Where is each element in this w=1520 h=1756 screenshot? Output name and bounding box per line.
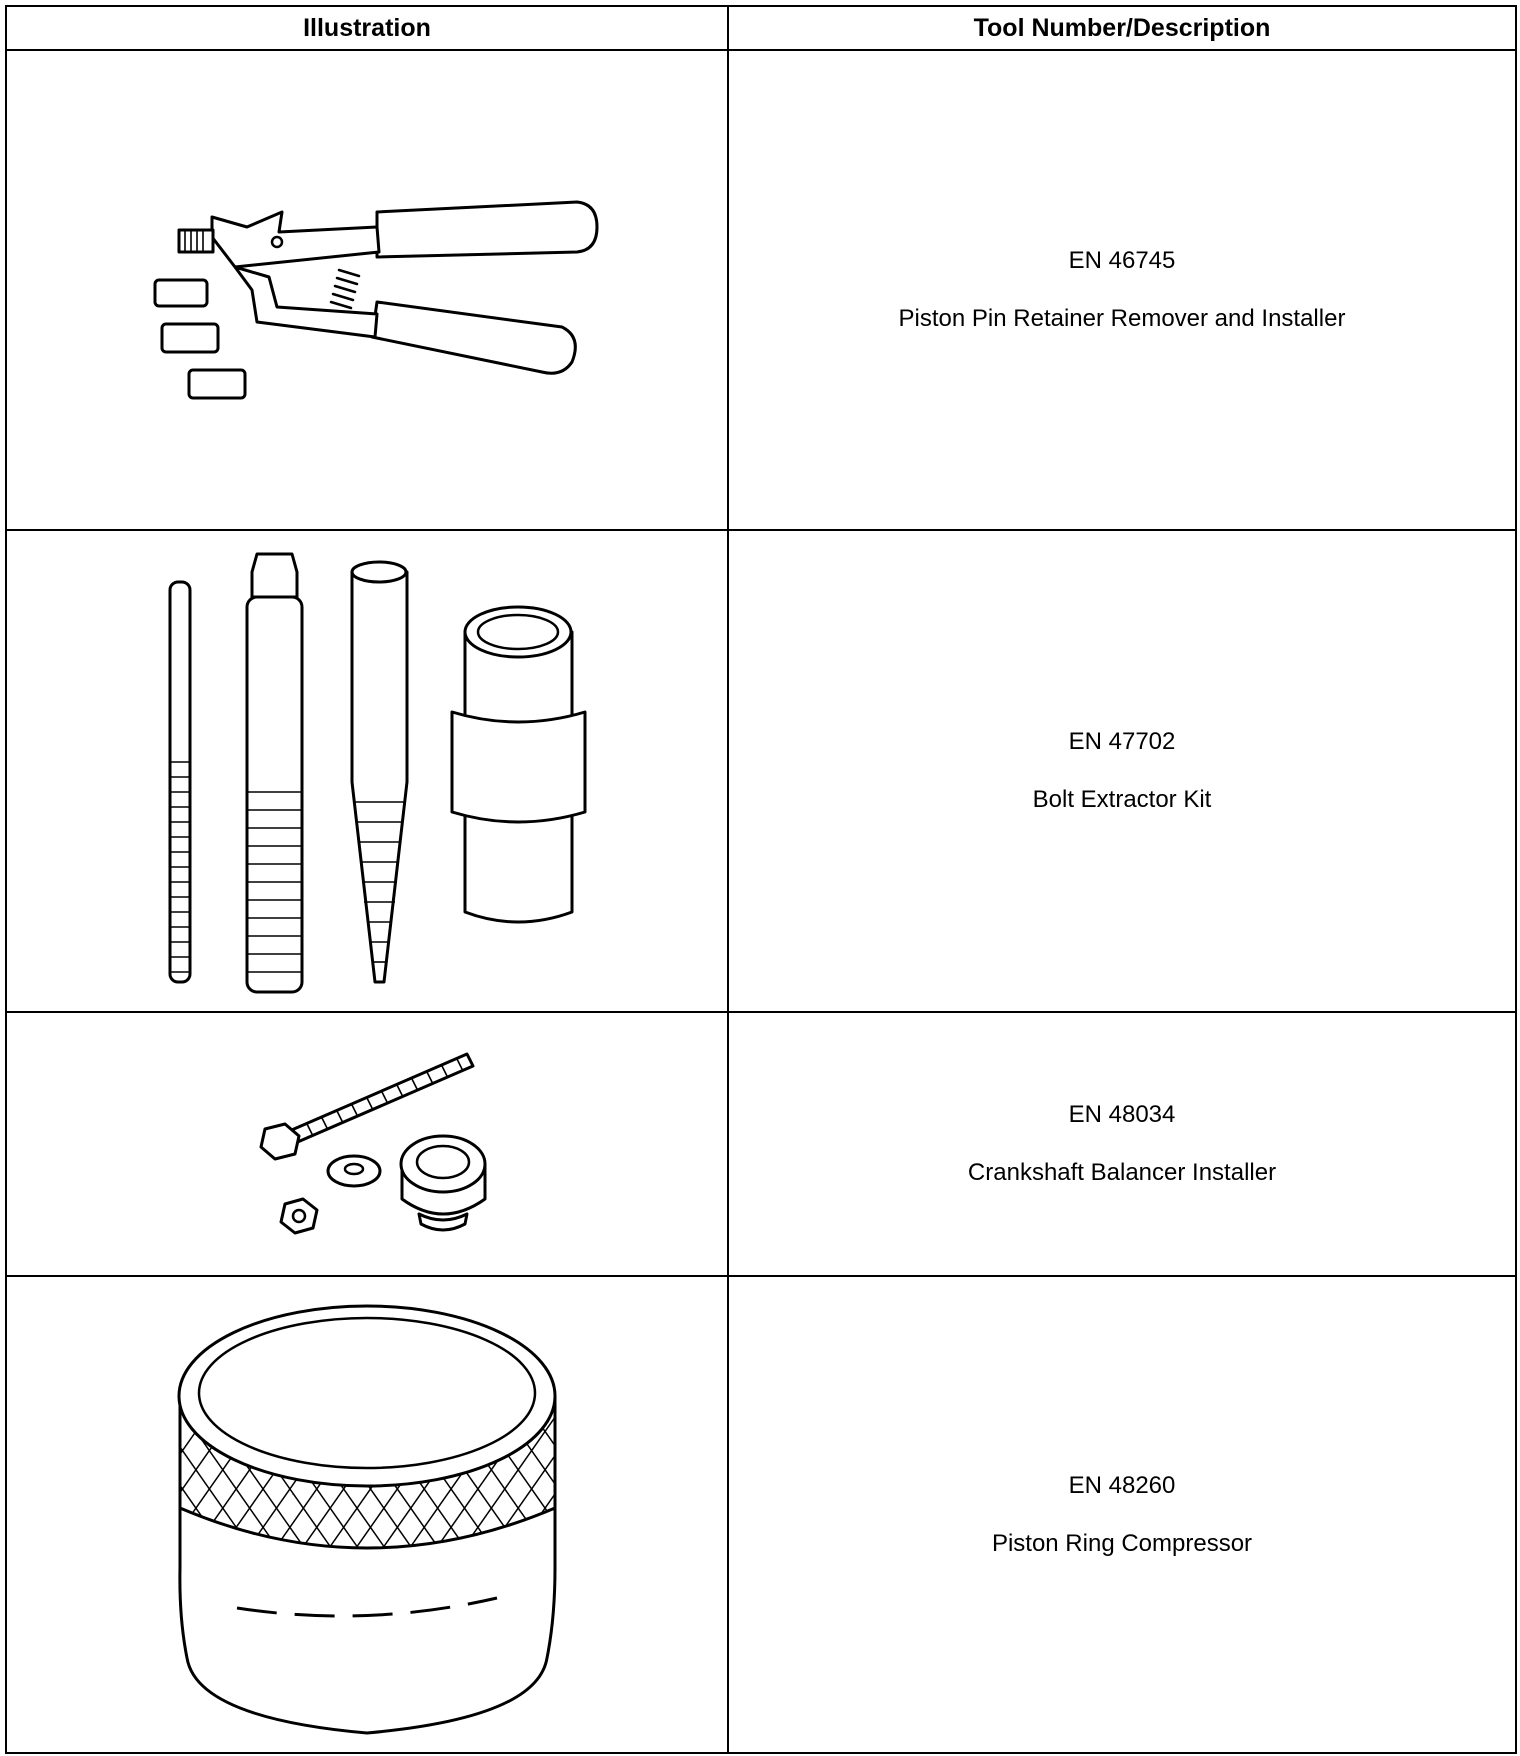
tool-number: EN 46745: [1068, 247, 1176, 274]
illustration-cell: [6, 1276, 728, 1753]
table-header-row: [6, 6, 1516, 50]
tool-description: Piston Ring Compressor: [991, 1529, 1253, 1557]
piston-ring-compressor-icon: [7, 1278, 727, 1751]
description-cell: [728, 1276, 1516, 1753]
description-cell: [728, 50, 1516, 530]
bolt-extractor-kit-icon: [7, 532, 727, 1010]
tool-description: Piston Pin Retainer Remover and Installer: [898, 305, 1346, 332]
piston-pin-retainer-tool-icon: [7, 52, 727, 528]
special-tools-table: [5, 5, 1515, 1750]
header-tool-number-description: Tool Number/Description: [728, 6, 1516, 50]
tool-number: EN 47702: [1068, 728, 1176, 755]
illustration-cell: [6, 50, 728, 530]
description-cell: [728, 530, 1516, 1012]
table-row: [6, 1012, 1516, 1276]
description-cell: [728, 1012, 1516, 1276]
illustration-cell: [6, 530, 728, 1012]
table-row: [6, 1276, 1516, 1753]
tool-description: Bolt Extractor Kit: [1032, 786, 1212, 813]
table-row: [6, 50, 1516, 530]
tool-description: Crankshaft Balancer Installer: [967, 1159, 1277, 1186]
crankshaft-balancer-installer-icon: [7, 1014, 727, 1274]
tool-number: EN 48034: [1068, 1101, 1176, 1128]
table-row: [6, 530, 1516, 1012]
tool-number: EN 48260: [1068, 1471, 1176, 1499]
illustration-cell: [6, 1012, 728, 1276]
header-illustration: Illustration: [6, 6, 728, 50]
